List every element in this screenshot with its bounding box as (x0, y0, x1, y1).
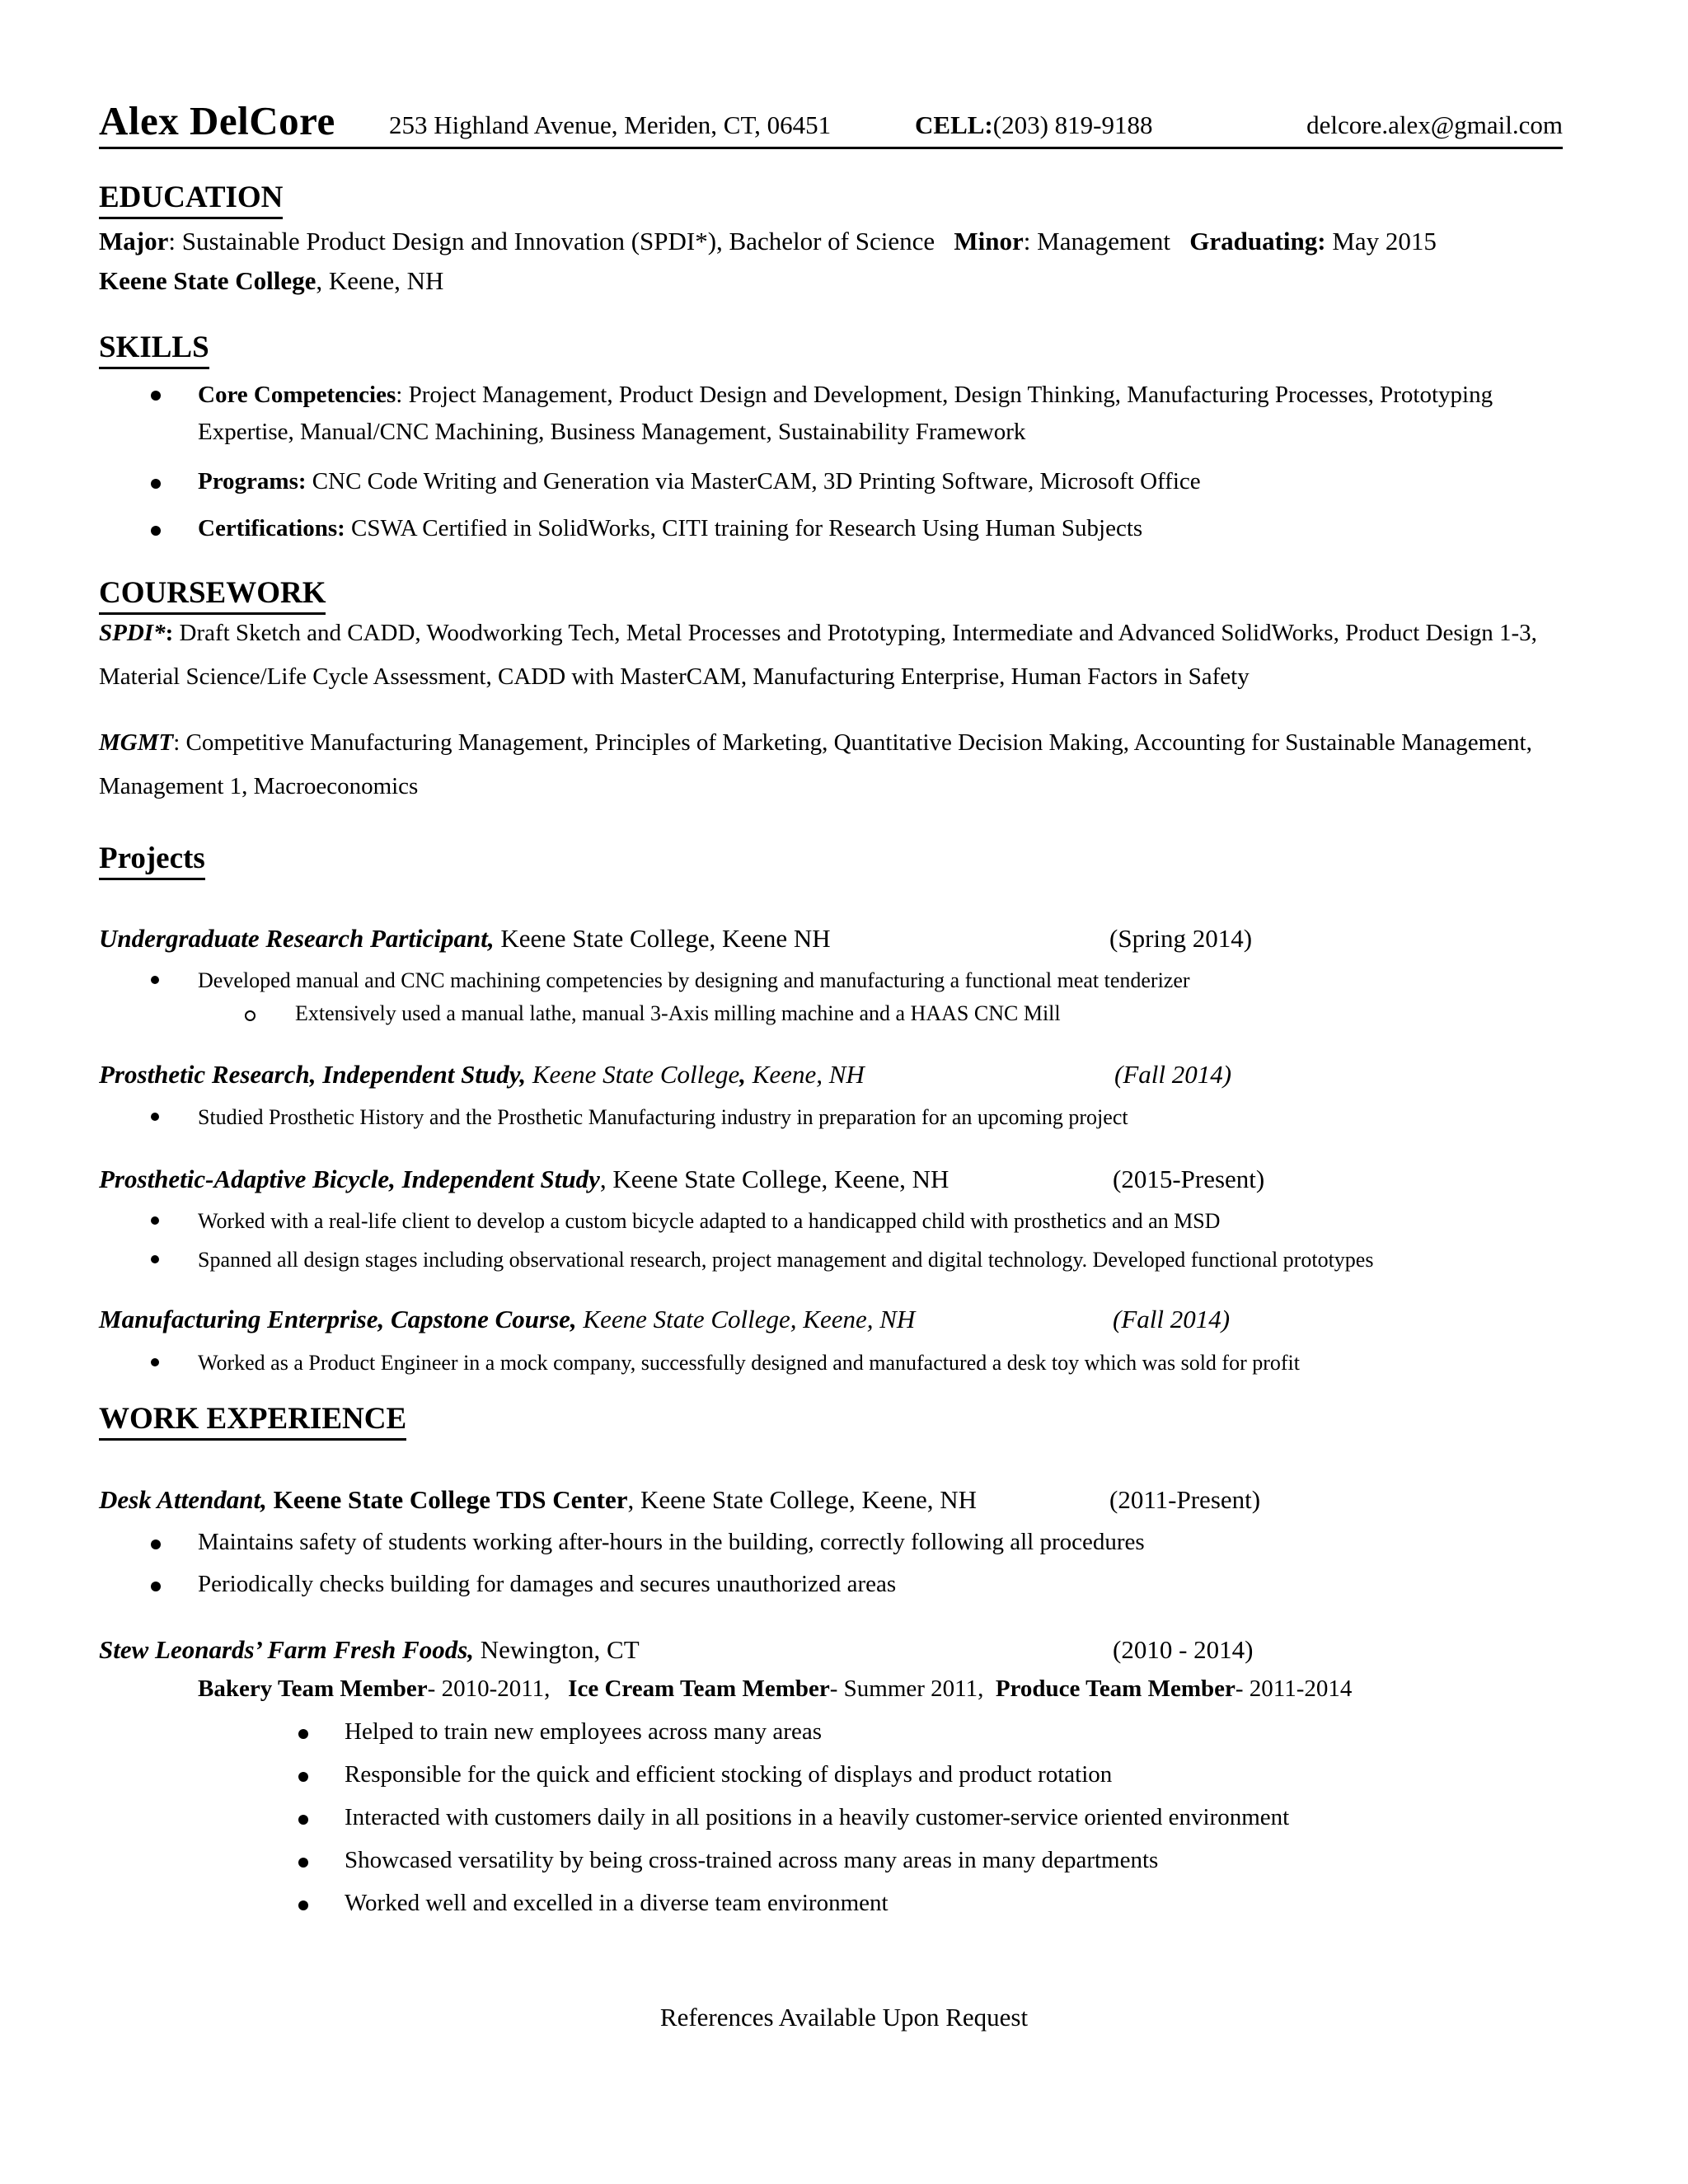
graduating-label: Graduating: (1189, 227, 1326, 255)
project-3-date: (2015-Present) (1113, 1165, 1265, 1193)
project-1-sub-bullet: Extensively used a manual lathe, manual 3-Axis milling machine and a HAAS CNC Mill (295, 1001, 1061, 1025)
job-1-bullet-1: Maintains safety of students working after-hours in the building, correctly following all procedures (198, 1529, 1145, 1555)
project-3-bullet-2: Spanned all design stages including observational research, project management and digital technology. Developed functional prototypes (198, 1248, 1374, 1272)
job-1-bullet-2: Periodically checks building for damages and secures unauthorized areas (198, 1571, 897, 1597)
project-2-place: Keene State College (526, 1060, 740, 1089)
job-1-title: Desk Attendant, (99, 1485, 267, 1514)
job-1-employer: Keene State College TDS Center (266, 1485, 628, 1514)
project-2-title-line (99, 1060, 865, 1090)
job-2-roles-line (198, 1675, 1352, 1703)
skill-certifications-label: Certifications: (198, 515, 345, 541)
resume-header (99, 97, 1563, 149)
mgmt-label: MGMT (99, 729, 174, 756)
project-2-place2: Keene, NH (746, 1060, 865, 1089)
skill-programs (198, 468, 1201, 495)
spdi-courses: Draft Sketch and CADD, Woodworking Tech, Metal Processes and Prototyping, Intermediate and Advanced SolidWorks, Product Design 1-3, (173, 620, 1537, 646)
education-major-line (99, 227, 1437, 256)
bullet-icon (298, 1858, 308, 1868)
project-2-bullet-1: Studied Prosthetic History and the Prosthetic Manufacturing industry in preparation for an upcoming project (198, 1105, 1128, 1129)
job-1-place: , Keene State College, Keene, NH (627, 1485, 977, 1514)
role-1: Bakery Team Member (198, 1675, 428, 1702)
graduating-value: May 2015 (1332, 227, 1437, 255)
major-label: Major (99, 227, 169, 255)
project-4-bullet-1: Worked as a Product Engineer in a mock company, successfully designed and manufactured a desk toy which was sold for profit (198, 1351, 1301, 1375)
major-value: : Sustainable Product Design and Innovation (SPDI*), Bachelor of Science (168, 227, 935, 255)
skill-programs-text: CNC Code Writing and Generation via MasterCAM, 3D Printing Software, Microsoft Office (306, 468, 1201, 494)
bullet-icon (298, 1815, 308, 1825)
bullet-icon (151, 1358, 159, 1366)
skill-core-text: : Project Management, Product Design and Development, Design Thinking, Manufacturing Processes, Prototyping (396, 382, 1493, 408)
skill-programs-label: Programs: (198, 468, 307, 494)
bullet-icon (298, 1772, 308, 1782)
address: 253 Highland Avenue, Meriden, CT, 06451 (389, 110, 832, 139)
job-2-title: Stew Leonards’ Farm Fresh Foods, (99, 1635, 475, 1664)
spdi-label: SPDI* (99, 620, 166, 646)
candidate-name: Alex DelCore (99, 98, 335, 143)
job-2-title-line (99, 1635, 640, 1665)
project-3-bullet-1: Worked with a real-life client to develop a custom bicycle adapted to a handicapped child with prosthetics and an MSD (198, 1209, 1221, 1233)
project-4-title-line (99, 1305, 915, 1334)
project-1-title: Undergraduate Research Participant, (99, 924, 495, 953)
project-3-title: Prosthetic-Adaptive Bicycle, Independent Study (99, 1165, 600, 1193)
email: delcore.alex@gmail.com (1306, 110, 1563, 139)
project-4-title: Manufacturing Enterprise, Capstone Course, (99, 1305, 577, 1333)
education-heading: EDUCATION (99, 180, 283, 219)
coursework-heading: COURSEWORK (99, 575, 326, 615)
job-1-title-line (99, 1485, 977, 1515)
project-2-title: Prosthetic Research, Independent Study, (99, 1060, 527, 1089)
job-2-bullet-3: Interacted with customers daily in all positions in a heavily customer-service oriented environment (345, 1804, 1290, 1830)
bullet-icon (151, 391, 161, 401)
coursework-spdi-line2: Material Science/Life Cycle Assessment, CADD with MasterCAM, Manufacturing Enterprise, Human Factors in Safety (99, 663, 1250, 690)
bullet-icon (151, 479, 161, 489)
project-4-date: (Fall 2014) (1113, 1305, 1231, 1333)
project-1-title-line (99, 924, 831, 954)
bullet-icon (151, 1216, 159, 1225)
cell-number: (203) 819-9188 (992, 110, 1153, 139)
bullet-icon (298, 1900, 308, 1910)
skill-core-line1 (198, 382, 1493, 409)
coursework-mgmt-line1 (99, 729, 1532, 757)
project-1-place: Keene State College, Keene NH (494, 924, 831, 953)
bullet-icon (151, 1582, 161, 1591)
education-school-line (99, 266, 443, 296)
circle-bullet-icon (245, 1010, 256, 1021)
project-1-bullet-1: Developed manual and CNC machining competencies by designing and manufacturing a functional meat tenderizer (198, 968, 1190, 992)
job-2-place: Newington, CT (474, 1635, 640, 1664)
skills-heading: SKILLS (99, 330, 209, 369)
skill-certifications (198, 515, 1142, 542)
project-2-date: (Fall 2014) (1114, 1060, 1232, 1089)
job-2-bullet-2: Responsible for the quick and efficient stocking of displays and product rotation (345, 1761, 1113, 1788)
bullet-icon (151, 1540, 161, 1549)
references-note: References Available Upon Request (659, 2003, 1029, 2032)
role-3: Produce Team Member (995, 1675, 1236, 1702)
job-2-date: (2010 - 2014) (1113, 1635, 1254, 1664)
spdi-colon: : (165, 620, 174, 646)
mgmt-courses: : Competitive Manufacturing Management, Principles of Marketing, Quantitative Decision Making, Accounting for Sustainable Management, (173, 729, 1532, 756)
role-2-dates: - Summer 2011, (829, 1675, 984, 1702)
project-3-title-line (99, 1165, 949, 1194)
role-3-dates: - 2011-2014 (1235, 1675, 1353, 1702)
skill-core-label: Core Competencies (198, 382, 396, 408)
bullet-icon (151, 1255, 159, 1263)
bullet-icon (151, 1113, 159, 1121)
project-3-place: , Keene State College, Keene, NH (599, 1165, 950, 1193)
coursework-spdi-line1 (99, 620, 1537, 647)
bullet-icon (151, 526, 161, 536)
work-heading: WORK EXPERIENCE (99, 1401, 406, 1441)
bullet-icon (298, 1729, 308, 1739)
role-2: Ice Cream Team Member (568, 1675, 830, 1702)
job-2-bullet-1: Helped to train new employees across many areas (345, 1718, 822, 1745)
project-1-date: (Spring 2014) (1109, 924, 1253, 953)
minor-value: : Management (1023, 227, 1170, 255)
school-location: , Keene, NH (316, 266, 444, 295)
skill-certifications-text: CSWA Certified in SolidWorks, CITI training for Research Using Human Subjects (345, 515, 1143, 541)
minor-label: Minor (954, 227, 1024, 255)
bullet-icon (151, 976, 159, 984)
job-2-bullet-4: Showcased versatility by being cross-trained across many areas in many departments (345, 1847, 1159, 1873)
coursework-mgmt-line2: Management 1, Macroeconomics (99, 773, 419, 799)
skill-core-line2: Expertise, Manual/CNC Machining, Business Management, Sustainability Framework (198, 419, 1026, 445)
projects-heading: Projects (99, 841, 205, 880)
project-4-place: Keene State College, Keene, NH (576, 1305, 916, 1333)
job-2-bullet-5: Worked well and excelled in a diverse team environment (345, 1890, 889, 1916)
phone (915, 110, 1152, 140)
role-1-dates: - 2010-2011, (427, 1675, 551, 1702)
project-2-comma: , (739, 1060, 746, 1089)
cell-label: CELL: (915, 110, 993, 139)
school-name: Keene State College (99, 266, 316, 295)
job-1-date: (2011-Present) (1109, 1485, 1261, 1514)
